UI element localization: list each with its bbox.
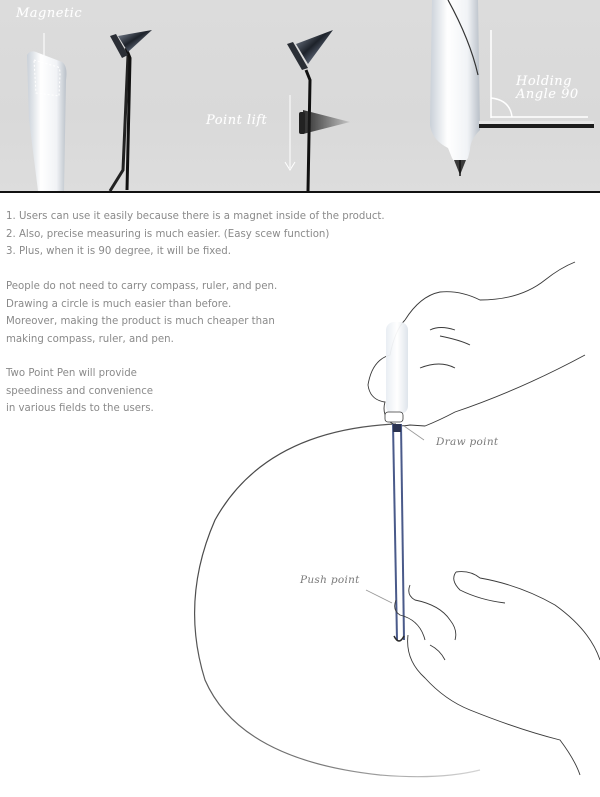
benefits-line: Moreover, making the product is much cheaper than bbox=[6, 316, 275, 328]
feature-item: 3. Plus, when it is 90 degree, it will be fixed. bbox=[6, 246, 231, 258]
panel-divider bbox=[0, 191, 600, 193]
summary-paragraph bbox=[6, 365, 154, 418]
product-render-panel bbox=[0, 0, 600, 191]
holding-angle-label bbox=[516, 75, 579, 101]
summary-line: Two Point Pen will provide bbox=[6, 368, 137, 379]
push-point-label: Push point bbox=[300, 574, 360, 586]
feature-list bbox=[6, 208, 385, 261]
push-point-leader bbox=[366, 590, 392, 603]
upper-hand-sketch bbox=[368, 262, 585, 426]
point-lift-label: Point lift bbox=[206, 113, 268, 128]
draw-point-label: Draw point bbox=[436, 436, 499, 448]
magnetic-pen-render bbox=[27, 33, 67, 191]
two-point-pen-rod bbox=[393, 424, 404, 641]
magnetic-label: Magnetic bbox=[16, 6, 83, 21]
summary-line: in various fields to the users. bbox=[6, 403, 154, 415]
benefits-line: making compass, ruler, and pen. bbox=[6, 333, 174, 345]
benefits-line: People do not need to carry compass, ruler, and pen. bbox=[6, 281, 278, 292]
product-renders bbox=[0, 0, 600, 191]
point-lift-render bbox=[285, 30, 350, 191]
feature-item: 2. Also, precise measuring is much easier. (Easy scew function) bbox=[6, 228, 330, 240]
drawn-circle-arc bbox=[195, 424, 480, 777]
pen-cap bbox=[386, 322, 408, 414]
lower-hand-sketch bbox=[395, 572, 600, 775]
summary-line: speediness and convenience bbox=[6, 385, 154, 397]
holding-angle-line2: Angle 90 bbox=[516, 87, 579, 102]
draw-point-leader bbox=[404, 426, 424, 440]
pen-spike-render bbox=[110, 30, 152, 191]
holding-angle-line1: Holding bbox=[516, 74, 572, 89]
benefits-paragraph bbox=[6, 278, 277, 348]
feature-item: 1. Users can use it easily because there is a magnet inside of the product. bbox=[6, 211, 385, 222]
benefits-line: Drawing a circle is much easier than before. bbox=[6, 298, 232, 310]
